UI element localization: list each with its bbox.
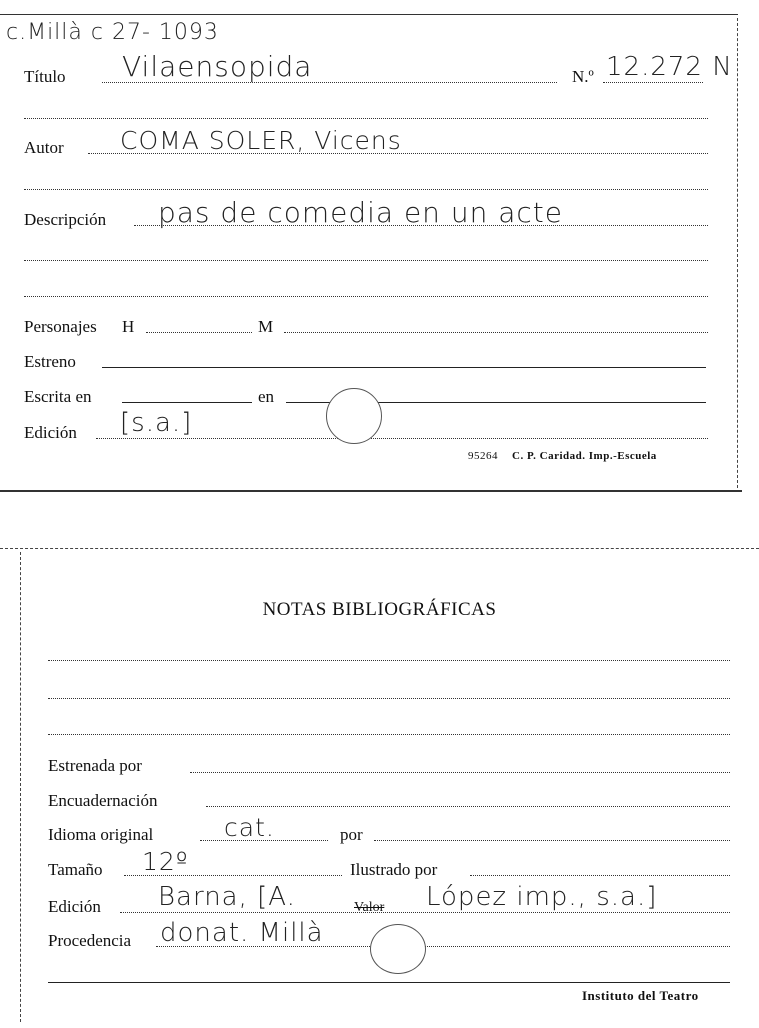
edicion-line — [96, 438, 708, 439]
personajes-m-label: M — [258, 317, 274, 336]
estreno-line — [102, 367, 706, 368]
descripcion-line-2 — [24, 260, 708, 261]
shelfmark-annotation: c.Millà c 27- 1093 — [6, 20, 219, 45]
numero-line — [603, 82, 703, 83]
idioma-value: cat. — [224, 813, 275, 842]
escrita-en-label: en — [258, 387, 275, 406]
front-card-right-edge — [737, 18, 738, 488]
autor-value: COMA SOLER, Vicens — [120, 126, 402, 155]
estreno-label: Estreno — [24, 352, 76, 371]
back-card-left-edge — [20, 552, 21, 1022]
back-punch-hole — [370, 924, 426, 974]
personajes-m-line — [284, 332, 708, 333]
notas-line-2 — [48, 698, 730, 699]
encuadernacion-line — [206, 806, 730, 807]
back-edicion-struck: Valor — [354, 900, 385, 915]
front-card-bottom-edge — [0, 490, 742, 492]
estrenada-line — [190, 772, 730, 773]
back-edicion-value-2: López imp., s.a.] — [426, 882, 658, 912]
institute-footer: Instituto del Teatro — [582, 988, 699, 1003]
personajes-h-label: H — [122, 317, 135, 336]
escrita-line — [122, 402, 252, 403]
descripcion-label: Descripción — [24, 210, 107, 229]
personajes-h-line — [146, 332, 252, 333]
autor-line-2 — [24, 189, 708, 190]
printer-number: 95264 — [468, 450, 498, 462]
titulo-line-2 — [24, 118, 708, 119]
notas-heading: NOTAS BIBLIOGRÁFICAS — [262, 599, 497, 620]
escrita-label: Escrita en — [24, 387, 92, 406]
tamano-value: 12º — [142, 847, 189, 876]
titulo-label: Título — [24, 67, 66, 86]
numero-label: N.º — [572, 67, 594, 86]
punch-hole — [326, 388, 382, 444]
tamano-label: Tamaño — [48, 860, 103, 879]
procedencia-value: donat. Millà — [160, 918, 324, 948]
ilustrado-label: Ilustrado por — [350, 860, 438, 879]
encuadernacion-label: Encuadernación — [48, 791, 158, 810]
estrenada-label: Estrenada por — [48, 756, 142, 775]
descripcion-line-3 — [24, 296, 708, 297]
back-edicion-line — [120, 912, 730, 913]
titulo-value: Vilaensopida — [122, 50, 313, 83]
personajes-label: Personajes — [24, 317, 97, 336]
notas-line-1 — [48, 660, 730, 661]
printer-name: C. P. Caridad. Imp.-Escuela — [512, 450, 657, 462]
back-card — [0, 520, 759, 1028]
autor-label: Autor — [24, 138, 64, 157]
por-line — [374, 840, 730, 841]
numero-value: 12.272 N — [606, 52, 733, 82]
ilustrado-line — [470, 875, 730, 876]
descripcion-value: pas de comedia en un acte — [158, 196, 563, 229]
edicion-value: [s.a.] — [120, 408, 193, 438]
back-edicion-label: Edición — [48, 897, 101, 916]
idioma-label: Idioma original — [48, 825, 154, 844]
edicion-label: Edición — [24, 423, 77, 442]
back-bottom-line — [48, 982, 730, 983]
por-label: por — [340, 825, 363, 844]
back-edicion-value-1: Barna, [A. — [158, 882, 296, 912]
front-card-top-edge — [0, 14, 738, 15]
back-card-top-edge — [0, 548, 759, 549]
front-card — [0, 0, 759, 500]
notas-line-3 — [48, 734, 730, 735]
procedencia-label: Procedencia — [48, 931, 132, 950]
